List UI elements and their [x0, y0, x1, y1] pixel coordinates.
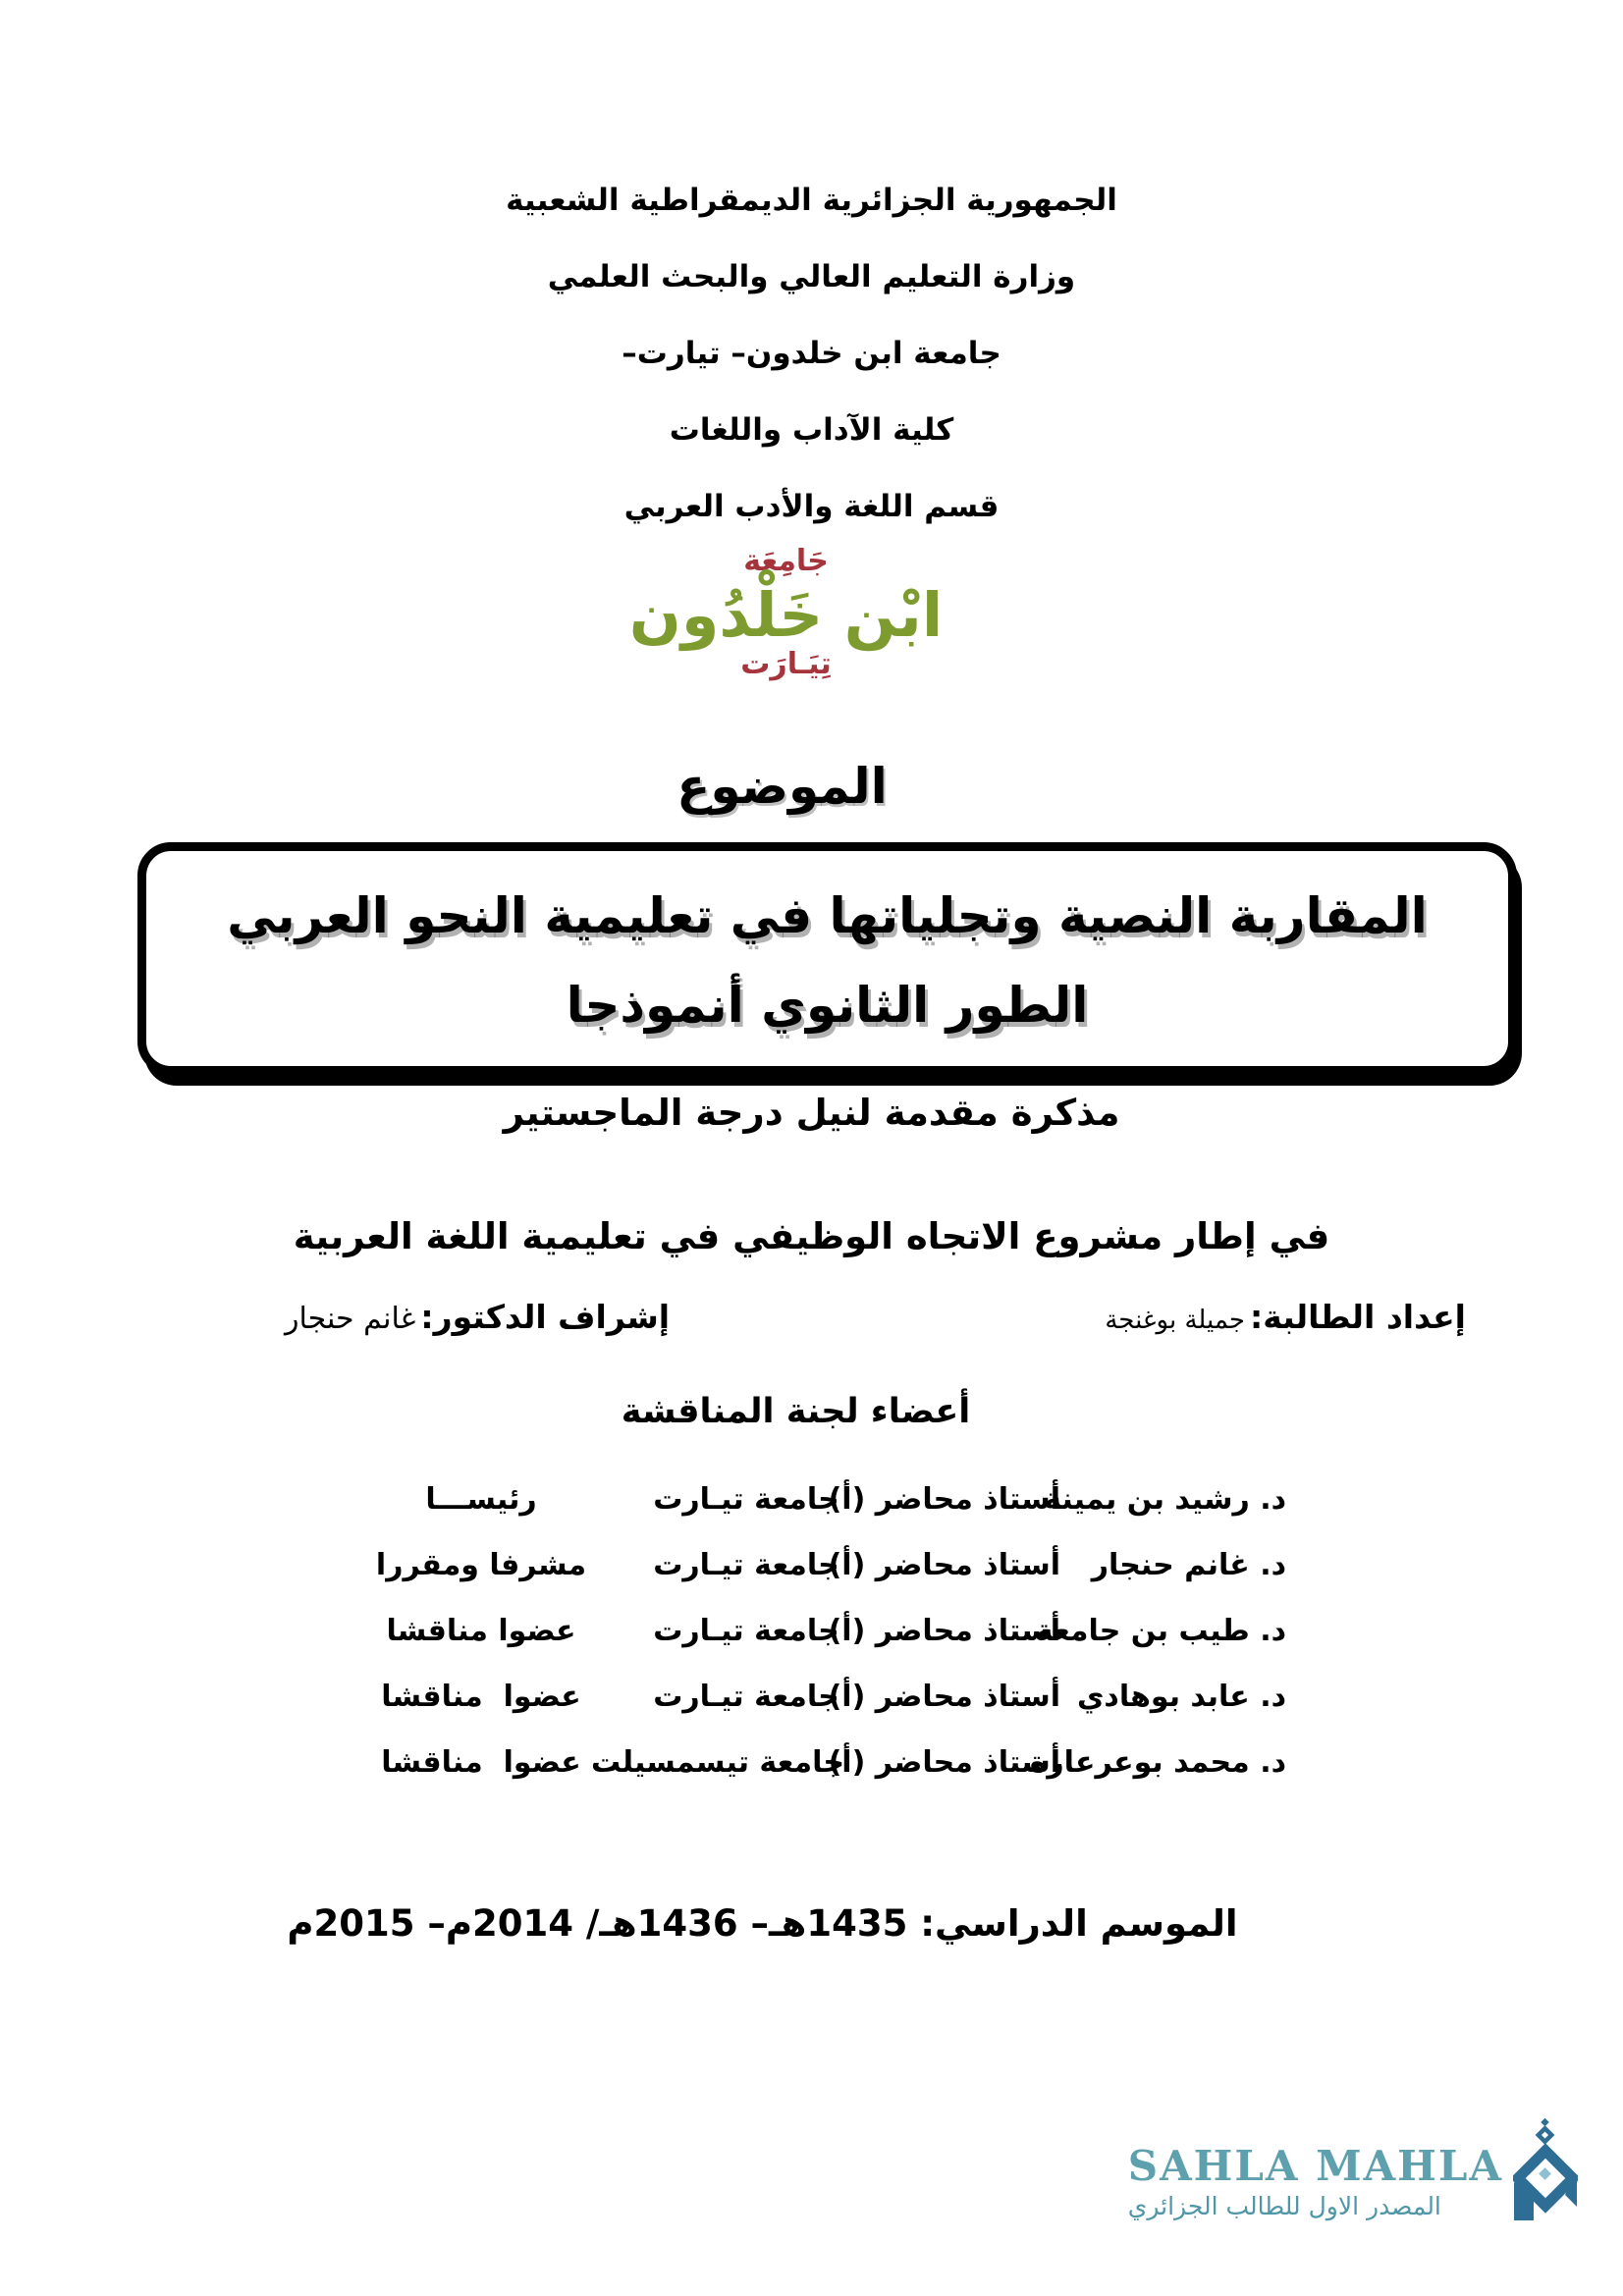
project-note: في إطار مشروع الاتجاه الوظيفي في تعليمية اللغة العربية — [293, 1215, 1330, 1257]
committee-row — [167, 1532, 1286, 1598]
header-ministry-line: وزارة التعليم العالي والبحث العلمي — [547, 259, 1076, 294]
thesis-title-box — [137, 842, 1517, 1075]
member-role: عضوا مناقشا — [386, 1614, 576, 1648]
ministry-header — [0, 162, 1623, 545]
member-role: عضوا مناقشا — [381, 1745, 581, 1780]
committee-row — [167, 1664, 1286, 1730]
student-block — [1105, 1298, 1466, 1336]
member-role: رئيســـا — [425, 1482, 537, 1517]
subject-heading: الموضوع — [676, 758, 888, 815]
member-rank: أستاذ محاضر (أ) — [828, 1548, 1060, 1582]
header-republic-line: الجمهورية الجزائرية الديمقراطية الشعبية — [506, 183, 1117, 218]
header-university-line: جامعة ابن خلدون– تيارت– — [622, 336, 1001, 371]
academic-year: الموسم الدراسي: 1435هـ– 1436هـ/ 2014م– 2015م — [287, 1902, 1238, 1945]
thesis-title-line1: المقاربة النصية وتجلياتها في تعليمية النحو العربي — [227, 887, 1428, 944]
member-role: عضوا مناقشا — [381, 1680, 581, 1714]
member-university: جامعة تيـارت — [653, 1614, 839, 1648]
kufic-calligraphy-icon — [1513, 2118, 1578, 2220]
logo-word-ibn-khaldoun: ابْن خَلْدُون — [628, 578, 944, 651]
member-name: د. طيب بن جامعة — [1035, 1614, 1286, 1648]
member-name: د. رشيد بن يمينة — [1044, 1482, 1286, 1517]
logo-word-university: جَامِعَة — [743, 544, 829, 578]
committee-heading: أعضاء لجنة المناقشة — [621, 1392, 971, 1431]
member-role: مشرفا ومقررا — [375, 1548, 587, 1582]
supervisor-label: إشراف الدكتور: — [420, 1298, 671, 1336]
member-rank: أستاذ محاضر (أ) — [828, 1482, 1060, 1517]
member-university: جامعة تيـارت — [653, 1482, 839, 1517]
member-university: جامعة تيـارت — [653, 1548, 839, 1582]
supervisor-block — [285, 1298, 670, 1336]
degree-note: مذكرة مقدمة لنيل درجة الماجستير — [503, 1092, 1120, 1134]
header-department-line: قسم اللغة والأدب العربي — [623, 489, 1000, 524]
student-name: جميلة بوغنجة — [1105, 1306, 1245, 1335]
member-rank: أستاذ محاضر (أ) — [828, 1614, 1060, 1648]
committee-table — [167, 1467, 1286, 1795]
brand-logo — [1128, 2118, 1578, 2220]
member-rank: أستاذ محاضر (أ) — [828, 1680, 1060, 1714]
committee-row — [167, 1730, 1286, 1795]
supervisor-name: غانم حنجار — [285, 1302, 416, 1336]
brand-tagline: المصدر الاول للطالب الجزائري — [1127, 2192, 1441, 2221]
committee-row — [167, 1467, 1286, 1532]
university-logo — [0, 546, 1597, 679]
member-name: د. محمد بوعرعارة — [1029, 1745, 1286, 1780]
member-name: د. عابد بوهادي — [1076, 1680, 1286, 1714]
member-rank: أستاذ محاضر (أ) — [828, 1745, 1060, 1780]
preparation-row — [285, 1298, 1466, 1336]
brand-name: SAHLA MAHLA — [1127, 2142, 1503, 2190]
brand-text-block — [1128, 2144, 1503, 2220]
student-label: إعداد الطالبة: — [1250, 1298, 1466, 1336]
header-faculty-line: كلية الآداب واللغات — [669, 412, 954, 448]
member-university: جامعة تيسمسيلت — [591, 1745, 844, 1780]
member-university: جامعة تيـارت — [653, 1680, 839, 1714]
logo-word-tiaret: تِيَـارَت — [740, 646, 832, 681]
committee-row — [167, 1598, 1286, 1664]
member-name: د. غانم حنجار — [1091, 1548, 1286, 1582]
thesis-title-line2: الطور الثانوي أنموذجا — [566, 977, 1089, 1034]
